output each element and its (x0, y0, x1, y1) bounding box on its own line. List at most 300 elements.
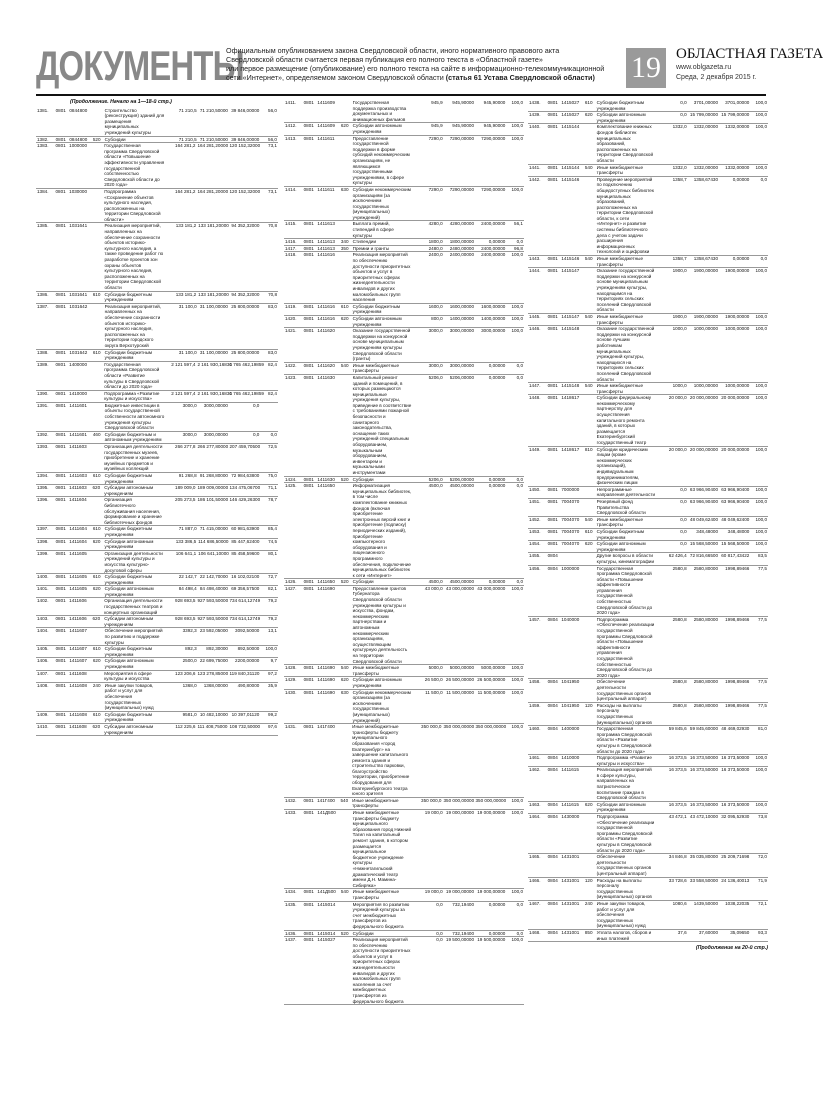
section-code: 0801 (55, 485, 66, 491)
expense-type-code (340, 810, 352, 888)
value-updated: 3000,00000 (449, 328, 475, 334)
percent-executed: 83,0 (268, 349, 277, 355)
table-row (36, 616, 278, 628)
percent-executed: 85,4 (268, 526, 277, 532)
row-number: 1411. (285, 100, 297, 105)
value-executed: 19 000,00000 (477, 810, 506, 816)
table-row (528, 878, 768, 901)
value-executed: 60 817,43422 (721, 553, 750, 559)
section-code: 0801 (55, 723, 66, 729)
section-code: 0801 (303, 476, 314, 482)
section-code: 0801 (55, 497, 66, 503)
percent-executed: 72,1 (758, 900, 767, 906)
row-name: Иные межбюджетные трансферты (596, 516, 644, 528)
value-approved: 9581,0 (182, 711, 197, 717)
value-approved: 7290,0 (428, 135, 443, 141)
expense-type-code: 520 (92, 136, 101, 142)
target-code: 1415144 (561, 164, 580, 170)
value-updated: 71 210,50000 (199, 107, 228, 113)
target-code: 1411601 (69, 431, 87, 437)
row-name: Иные межбюджетные трансферты (596, 164, 644, 176)
row-number: 1423. (285, 374, 297, 380)
value-approved: 2580,8 (672, 679, 687, 685)
percent-executed: 78,7 (268, 497, 277, 503)
row-name: Субсидии бюджетным учреждениям (104, 646, 153, 657)
value-updated: 1332,00000 (693, 124, 719, 130)
target-code: 1415148 (561, 326, 580, 332)
value-approved: 5206,0 (428, 374, 443, 380)
value-executed: 24 136,40013 (721, 877, 750, 883)
row-name: Резервный фонд Правительства Свердловской области (596, 498, 646, 516)
target-code: 1411608 (69, 682, 87, 688)
percent-executed: 9,7 (270, 658, 277, 664)
table-row (36, 391, 278, 403)
value-updated: 5206,00000 (449, 476, 475, 482)
row-number: 1455. (529, 553, 541, 559)
row-name: Субсидии (352, 476, 374, 482)
value-executed: 1000,00000 (725, 326, 750, 332)
value-executed: 1998,89466 (725, 679, 750, 685)
section-code: 0801 (55, 598, 66, 604)
value-updated: 35 035,80000 (689, 854, 719, 860)
value-approved: 350 000,0 (421, 797, 442, 803)
row-name: Иные межбюджетные трансферты бюджету муниципального образования город Нижний Тагил на капитальный ремонт здания, в котором размещается муниципальное бюджетное учреждение культуры «Нижнетагильский драматический театр имени Д.Н. Мамина-Сибиряка» (352, 810, 412, 888)
section-code: 0801 (55, 431, 66, 437)
target-code: 1411604 (69, 526, 87, 532)
row-number: 1464. (529, 814, 541, 820)
continued-from-note: (Продолжение. Начало на 1—18-й стр.) (70, 99, 172, 105)
value-updated: 1900,00000 (693, 268, 719, 274)
row-name: Расходы на выплаты персоналу государственных (муниципальных) органов (596, 702, 652, 725)
row-name: Оказание государственной поддержки на конкурсной основе муниципальным учреждениям культуры, находящимся на территориях сельских поселений Свердловской области (596, 268, 655, 313)
value-executed: 3092,50000 (235, 628, 260, 634)
section-code: 0801 (55, 574, 66, 580)
row-number: 1414. (285, 186, 297, 192)
table-row (528, 566, 768, 617)
value-updated: 91 268,80000 (199, 473, 228, 478)
percent-executed: 100,0 (755, 767, 767, 773)
table-column-3 (528, 100, 768, 952)
percent-executed: 0,0 (270, 431, 277, 437)
value-updated: 945,90000 (452, 100, 475, 105)
row-name: Субсидии юридическим лицам (кроме некоммерческих организаций), индивидуальным предпринимателям, физическим лицам (596, 446, 648, 486)
section-code: 0801 (547, 112, 558, 118)
row-number: 1456. (529, 565, 541, 571)
percent-executed: 77,5 (758, 679, 767, 685)
value-updated: 16 373,50000 (689, 755, 719, 761)
value-executed: 0,0 (252, 402, 260, 408)
value-approved: 2480,0 (428, 245, 443, 251)
value-approved: 133 386,5 (175, 538, 197, 544)
newspaper-site-link[interactable]: www.oblgazeta.ru (676, 64, 732, 71)
table-row (36, 350, 278, 362)
table-row (36, 539, 278, 551)
row-number: 1408. (37, 682, 49, 688)
expense-type-code: 350 (340, 245, 349, 251)
row-name: Расходы на выплаты персоналу государственных (муниципальных) органов (596, 877, 652, 900)
value-executed: 0,00000 (488, 374, 506, 380)
row-number: 1415. (285, 221, 297, 227)
row-number: 1445. (529, 313, 541, 319)
section-code: 0801 (547, 164, 558, 170)
target-code: 0844800 (69, 107, 88, 113)
row-name: Уплата налогов, сборов и иных платежей (596, 929, 652, 941)
value-updated: 43 000,00000 (445, 585, 475, 591)
value-updated: 732,19400 (452, 930, 475, 936)
budget-table (284, 100, 524, 1005)
expense-type-code: 540 (340, 362, 349, 368)
value-approved: 0,0 (680, 100, 687, 105)
section-code: 0801 (547, 313, 558, 319)
table-row (36, 108, 278, 137)
target-code: 1030000 (69, 188, 88, 194)
target-code: 7004070 (561, 498, 580, 504)
row-number: 1459. (529, 702, 541, 708)
expense-type-code: 240 (584, 900, 593, 906)
expense-type-code: 610 (92, 711, 101, 717)
row-number: 1385. (37, 223, 49, 229)
row-number: 1387. (37, 303, 49, 309)
expense-type-code (340, 328, 352, 362)
section-code: 0801 (547, 446, 558, 452)
percent-executed: 100,0 (511, 303, 523, 309)
table-row (36, 362, 278, 391)
expense-type-code: 620 (584, 112, 593, 118)
section-code: 0804 (547, 814, 558, 820)
percent-executed: 100,0 (755, 528, 767, 534)
row-name: Государственная программа Свердловской области «Повышение эффективности управления государственной собственностью Свердловской области до 2020 года» (104, 143, 165, 188)
value-approved: 20 000,0 (668, 395, 687, 401)
percent-executed: 72,5 (268, 444, 277, 450)
section-code: 0801 (547, 100, 558, 105)
row-number: 1405. (37, 646, 49, 652)
row-name: Иные межбюджетные трансферты (596, 256, 644, 267)
percent-executed: 100,0 (755, 164, 767, 170)
value-updated: 2 161 930,16830 (197, 361, 232, 367)
percent-executed: 72,0 (758, 854, 767, 860)
percent-executed: 0,0 (760, 176, 767, 182)
table-column-1 (36, 100, 278, 736)
value-updated: 19 000,00000 (445, 810, 475, 816)
section-code: 0804 (547, 565, 558, 571)
row-name: Субсидии бюджетным учреждениям (104, 291, 152, 303)
expense-type-code: 460 (92, 431, 101, 437)
expense-type-code: 620 (584, 801, 593, 807)
value-approved: 1368,0 (182, 682, 197, 688)
target-code: 1415014 (317, 930, 336, 936)
value-executed: 15 568,50000 (721, 541, 750, 547)
row-number: 1461. (529, 755, 541, 761)
row-number: 1412. (285, 123, 297, 129)
section-code: 0801 (55, 143, 66, 149)
target-code: 1031642 (69, 303, 88, 309)
value-executed: 490,80000 (237, 682, 260, 688)
expense-type-code: 610 (92, 349, 101, 355)
row-name: Стипендии (352, 239, 377, 245)
value-approved: 34 846,8 (668, 854, 687, 860)
table-row (528, 802, 768, 814)
table-row (528, 447, 768, 487)
value-executed: 35,09650 (730, 929, 750, 935)
value-executed: 1600,00000 (481, 303, 506, 309)
row-number: 1402. (37, 598, 49, 604)
row-name: Субсидии некоммерческим организациям (за исключением государственных (муниципальных) учреждений) (352, 689, 411, 723)
row-name: Выплата премий, стипендий в сфере культуры (352, 221, 394, 238)
target-code: 1431001 (561, 929, 580, 935)
table-row (284, 304, 524, 316)
value-executed: 120 152,32000 (229, 188, 261, 194)
row-name: Иные межбюджетные трансферты (596, 383, 644, 394)
row-name: Субсидии бюджетным учреждениям (596, 528, 645, 540)
row-name: Субсидии автономным учреждениям (352, 677, 402, 688)
percent-executed: 0,0 (516, 362, 523, 368)
target-code: 1411650 (317, 483, 335, 489)
table-row (36, 432, 278, 444)
section-code: 0801 (303, 328, 314, 334)
value-approved: 2580,8 (672, 616, 687, 622)
target-code: 1411690 (317, 689, 335, 695)
expense-type-code: 120 (584, 702, 593, 708)
value-updated: 10 482,10000 (199, 711, 228, 717)
row-name: Капитальный ремонт зданий и помещений, в которых размещаются муниципальные учреждения культуры, приведение в соответствие с требованиями пожарной безопасности и санитарного законодательства, оснащение таких учреждений специальным оборудованием, музыкальным оборудованием, инвентарем и музыкальными инструментами (352, 374, 412, 475)
table-row (528, 553, 768, 565)
table-row (528, 767, 768, 802)
value-updated: 106 641,10000 (198, 550, 229, 556)
value-approved: 2 121 597,4 (171, 361, 196, 367)
target-code: 1411611 (317, 135, 335, 141)
row-name: Обеспечение деятельности государственных органов (центральный аппарат) (596, 854, 652, 876)
table-row (528, 268, 768, 314)
target-code: 7004070 (561, 516, 580, 522)
value-executed: 119 840,31120 (229, 670, 260, 676)
table-row (284, 316, 524, 328)
row-number: 1449. (529, 446, 541, 452)
value-approved: 164 281,2 (175, 188, 196, 194)
value-updated: 927 593,50000 (197, 598, 229, 604)
percent-executed: 100,0 (755, 486, 767, 492)
target-code: 0844800 (69, 136, 88, 142)
percent-executed: 100,0 (755, 124, 767, 130)
value-updated: 2580,80000 (693, 702, 719, 708)
percent-executed: 70,8 (268, 291, 278, 297)
value-approved: 19 000,0 (424, 810, 443, 816)
expense-type-code: 850 (584, 929, 593, 935)
value-executed: 2200,00000 (235, 658, 260, 664)
section-code: 0801 (547, 486, 558, 492)
expense-type-code: 810 (584, 446, 593, 452)
target-code: 1411616 (317, 303, 335, 309)
value-executed: 0,00000 (488, 483, 506, 489)
section-code: 0801 (303, 889, 314, 895)
value-approved: 91 268,8 (178, 473, 197, 478)
row-number: 1435. (285, 901, 297, 907)
row-name: Бюджетные инвестиции в объекты государственной собственности автономного учреждения культуры Свердловской области (104, 402, 165, 431)
target-code: 1411608 (69, 670, 87, 676)
masthead (36, 42, 823, 96)
row-name: Субсидии бюджетным учреждениям (104, 711, 153, 723)
table-row (284, 363, 524, 375)
row-number: 1382. (37, 136, 49, 142)
value-executed: 1 765 462,19859 (229, 390, 264, 396)
value-updated: 2 161 930,16830 (197, 390, 232, 396)
table-row (528, 529, 768, 541)
target-code: 1031641 (69, 223, 88, 229)
percent-executed: 73,1 (268, 188, 277, 194)
section-code: 0801 (303, 937, 314, 943)
section-code: 0801 (303, 665, 314, 671)
expense-type-code: 610 (92, 291, 101, 297)
section-code: 0801 (303, 239, 314, 245)
value-executed: 2400,00000 (481, 252, 506, 258)
value-executed: 350 000,00000 (475, 797, 507, 803)
value-updated: 1600,00000 (449, 303, 475, 309)
row-name: Субсидии бюджетным и автономным учреждениям (104, 431, 162, 443)
value-executed: 39 846,00000 (231, 136, 260, 142)
value-executed: 16 373,50000 (721, 801, 750, 807)
value-updated: 111 408,75000 (197, 723, 228, 729)
row-number: 1404. (37, 628, 49, 634)
table-row (528, 854, 768, 877)
value-approved: 2500,0 (182, 658, 197, 664)
expense-type-code (91, 143, 103, 188)
expense-type-code (584, 499, 596, 516)
row-number: 1463. (529, 801, 541, 807)
row-name: Реализация мероприятий по обеспечению доступности приоритетных объектов и услуг в приоритетных сферах жизнедеятельности инвалидов и других маломобильных групп населения (352, 252, 411, 303)
section-code: 0801 (303, 810, 314, 816)
section-code: 0801 (547, 395, 558, 401)
continued-to-note: (Продолжение на 20-й стр.) (695, 945, 768, 952)
value-approved: 2580,8 (672, 702, 687, 708)
target-code: 1415014 (317, 901, 336, 907)
issue-date: Среда, 2 декабря 2015 г. (676, 74, 757, 81)
value-executed: 0,00000 (488, 930, 506, 936)
value-updated: 4280,00000 (449, 221, 475, 227)
percent-executed: 56,1 (514, 221, 523, 227)
value-approved: 4500,0 (428, 579, 443, 585)
table-row (284, 586, 524, 665)
target-code: 1415144 (561, 124, 580, 130)
expense-type-code (92, 223, 104, 290)
expense-type-code (340, 221, 352, 238)
expense-type-code: 620 (340, 677, 349, 683)
table-row (528, 383, 768, 395)
expense-type-code (340, 375, 352, 476)
percent-executed: 56,0 (268, 107, 277, 113)
value-executed: 1400,00000 (481, 315, 506, 321)
row-number: 1416. (285, 239, 297, 245)
value-updated: 71 210,50000 (199, 136, 228, 142)
target-code: 1411606 (69, 616, 87, 622)
value-updated: 1332,00000 (693, 164, 719, 170)
row-number: 1432. (285, 797, 297, 803)
value-updated: 7290,00000 (449, 135, 475, 141)
expense-type-code (584, 566, 596, 616)
expense-type-code: 620 (340, 123, 349, 129)
table-row (36, 292, 278, 304)
row-name: Мероприятия по развитию учреждений культуры за счет межбюджетных трансфертов из федерального бюджета (352, 901, 410, 929)
table-row (528, 124, 768, 164)
percent-executed: 83,5 (758, 553, 767, 559)
section-code: 0801 (547, 516, 558, 522)
section-code: 0801 (303, 186, 314, 192)
row-number: 1442. (529, 176, 541, 182)
table-row (528, 165, 768, 177)
table-row (284, 477, 524, 484)
value-approved: 84 498,4 (178, 586, 197, 592)
target-code: 1411608 (69, 711, 87, 717)
row-name: Субсидии автономным учреждениям (596, 112, 646, 123)
value-approved: 1900,0 (672, 313, 687, 319)
value-updated: 43 472,10000 (689, 814, 719, 820)
target-code: 1411620 (317, 328, 335, 334)
row-name: Субсидии (104, 136, 126, 142)
table-row (528, 487, 768, 499)
value-approved: 945,9 (431, 123, 443, 129)
table-row (528, 703, 768, 726)
expense-type-code (584, 553, 596, 564)
value-updated: 63 966,90400 (689, 498, 719, 504)
row-name: Субсидии автономным учреждениям (104, 616, 154, 627)
value-executed: 20 000,00000 (721, 446, 750, 452)
row-number: 1451. (529, 498, 541, 504)
expense-type-code: 520 (340, 930, 349, 936)
value-executed: 85 447,62400 (231, 538, 260, 544)
section-code: 0804 (547, 877, 558, 883)
value-executed: 348,48000 (727, 528, 750, 534)
table-row (36, 189, 278, 224)
value-executed: 5000,00000 (481, 665, 506, 671)
value-updated: 33 558,50000 (689, 877, 719, 883)
percent-executed: 100,0 (511, 677, 523, 683)
expense-type-code (340, 136, 352, 186)
expense-type-code (584, 755, 596, 766)
target-code: 1418617 (561, 395, 580, 401)
value-updated: 2580,80000 (693, 565, 719, 571)
value-updated: 19 500,00000 (445, 937, 475, 943)
percent-executed: 100,0 (511, 315, 523, 321)
value-executed: 32 095,52930 (721, 814, 750, 820)
value-approved: 800,0 (431, 315, 443, 321)
table-row (528, 395, 768, 446)
value-updated: 3000,00000 (449, 362, 475, 368)
expense-type-code: 540 (584, 164, 593, 170)
section-code: 0801 (55, 586, 66, 592)
value-updated: 348,48000 (696, 528, 719, 534)
row-name: Иные закупки товаров, работ и услуг для обеспечения государственных (муниципальных) нужд (104, 682, 154, 711)
section-code: 0801 (303, 135, 314, 141)
value-approved: 350 000,0 (421, 724, 442, 730)
row-name: Субсидии автономным учреждениям (352, 123, 402, 134)
target-code: 1415147 (561, 313, 580, 319)
expense-type-code: 540 (584, 313, 593, 319)
percent-executed: 81,0 (758, 726, 767, 732)
value-approved: 1332,0 (672, 164, 687, 170)
percent-executed: 75,0 (268, 473, 277, 478)
table-row (36, 683, 278, 712)
value-approved: 0,0 (680, 112, 687, 118)
value-approved: 0,0 (680, 541, 687, 547)
value-executed: 48 469,02930 (721, 726, 750, 732)
section-code: 0801 (55, 646, 66, 652)
row-number: 1428. (285, 665, 297, 671)
row-name: Реализация мероприятий в сфере культуры, направленных на патриотическое воспитание граждан в Свердловской области (596, 767, 652, 801)
percent-executed: 100,0 (511, 100, 523, 105)
percent-executed: 100,0 (755, 516, 767, 522)
target-code: 1031641 (69, 291, 88, 297)
expense-type-code: 540 (340, 797, 349, 803)
target-code: 1400000 (69, 361, 88, 367)
value-approved: 11 500,0 (425, 689, 443, 695)
